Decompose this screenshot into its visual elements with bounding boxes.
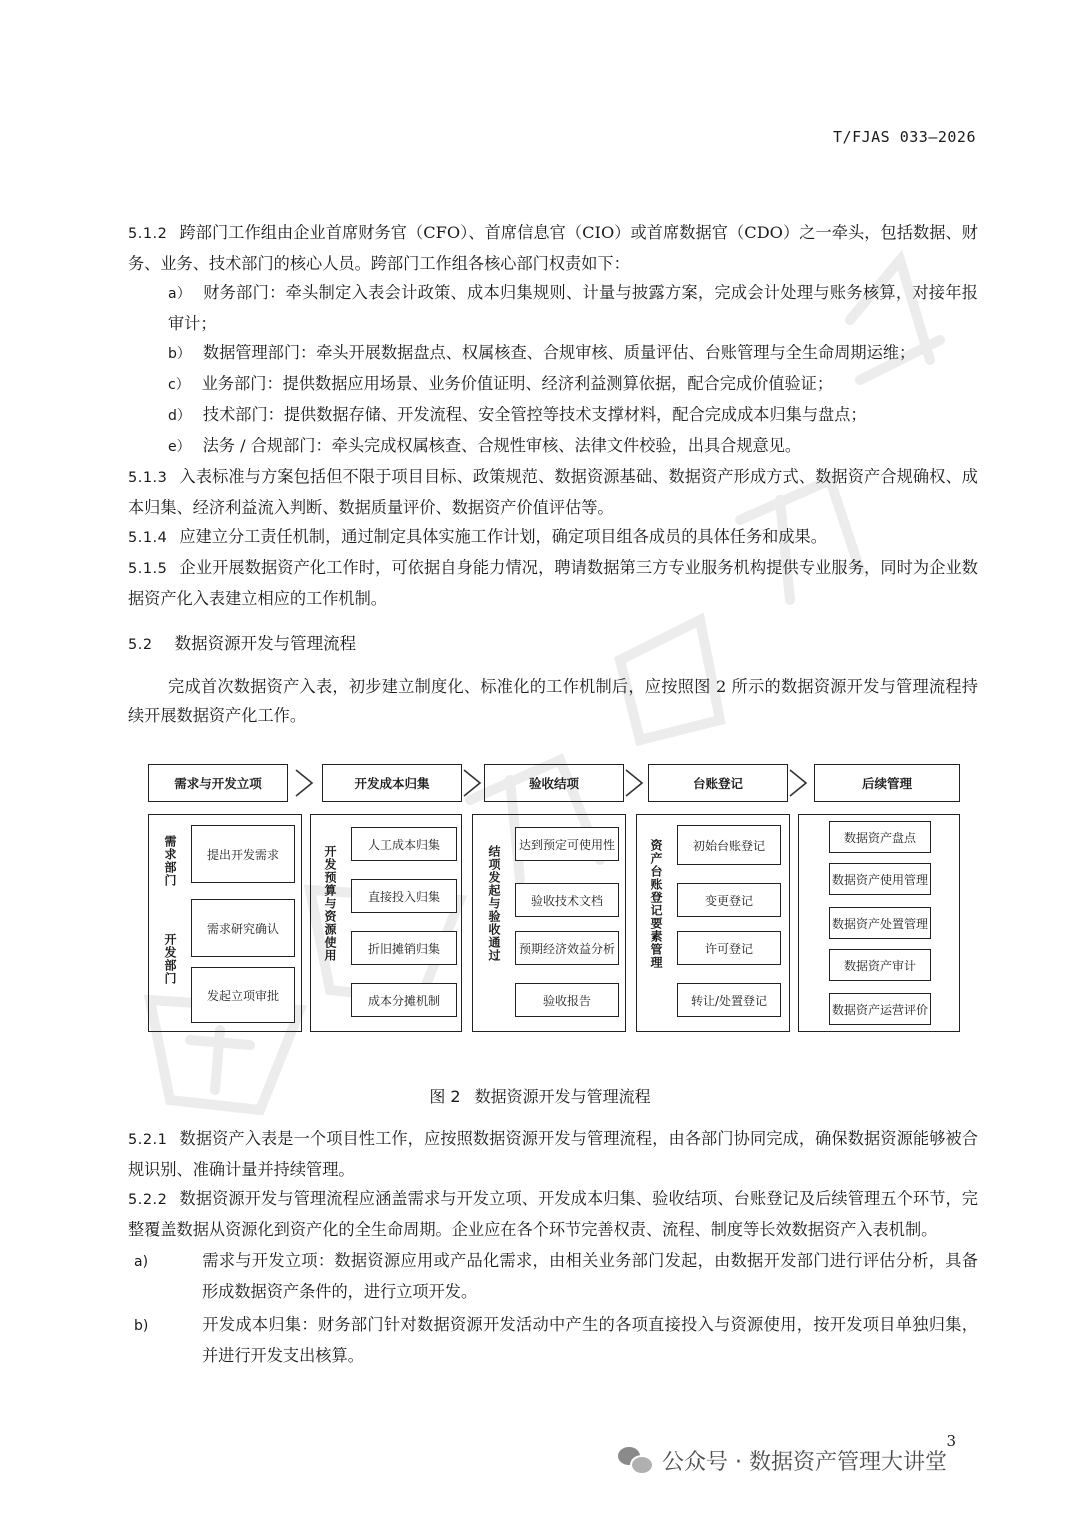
stage-column-follow-up <box>798 814 960 1032</box>
process-box: 数据资产使用管理 <box>829 863 931 895</box>
stage-column-acceptance <box>472 814 626 1032</box>
stage-header: 开发成本归集 <box>322 764 462 802</box>
paragraph-5-1-5 <box>128 553 978 613</box>
process-box: 需求研究确认 <box>191 899 295 957</box>
clause-number: 5.1.2 <box>128 226 168 242</box>
chevron-right-icon <box>462 768 484 798</box>
clause-text: 数据资产入表是一个项目性工作，应按照数据资源开发与管理流程，由各部门协同完成，确保数据资源能够被合规识别、准确计量并持续管理。 <box>128 1129 978 1179</box>
stage-header: 验收结项 <box>484 764 624 802</box>
clause-number: 5.1.4 <box>128 530 168 546</box>
list-text: 业务部门：提供数据应用场景、业务价值证明、经济利益测算依据，配合完成价值验证； <box>201 374 834 393</box>
process-box: 数据资产运营评价 <box>829 993 931 1025</box>
list-text: 法务 / 合规部门：牵头完成权属核查、合规性审核、法律文件校验，出具合规意见。 <box>202 436 802 455</box>
clause-text: 应建立分工责任机制，通过制定具体实施工作计划，确定项目组各成员的具体任务和成果。 <box>179 527 827 546</box>
process-box: 数据资产盘点 <box>829 821 931 853</box>
process-box: 折旧摊销归集 <box>351 931 457 965</box>
clause-number: 5.1.5 <box>128 561 168 577</box>
wechat-account-banner <box>618 1440 1058 1480</box>
list-item <box>134 1246 978 1306</box>
figure-caption <box>0 1084 1080 1107</box>
clause-text: 跨部门工作组由企业首席财务官（CFO）、首席信息官（CIO）或首席数据官（CDO）之一牵头，包括数据、财务、业务、技术部门的核心人员。跨部门工作组各核心部门权责如下： <box>128 223 978 273</box>
column-label: 资产台账登记要素管理 <box>649 839 663 969</box>
process-box: 发起立项审批 <box>191 967 295 1023</box>
stage-column-ledger <box>636 814 790 1032</box>
clause-text: 企业开展数据资产化工作时，可依据自身能力情况，聘请数据第三方专业服务机构提供专业服务，同时为企业数据资产化入表建立相应的工作机制。 <box>128 558 978 608</box>
process-box: 提出开发需求 <box>191 825 295 883</box>
list-item <box>168 400 978 431</box>
paragraph-5-2-1 <box>128 1124 978 1184</box>
list-text: 财务部门：牵头制定入表会计政策、成本归集规则、计量与披露方案，完成会计处理与账务核算，对接年报审计； <box>168 283 978 333</box>
process-box: 验收报告 <box>515 983 619 1017</box>
process-box: 数据资产处置管理 <box>829 907 931 939</box>
stage-column-requirements <box>148 814 302 1032</box>
list-text: 需求与开发立项：数据资源应用或产品化需求，由相关业务部门发起，由数据开发部门进行评估分析，具备形成数据资产条件的，进行立项开发。 <box>202 1251 978 1301</box>
process-box: 初始台账登记 <box>677 825 781 865</box>
process-box: 人工成本归集 <box>351 827 457 861</box>
clause-number: 5.2.1 <box>128 1132 168 1148</box>
column-label: 开发部门 <box>163 933 177 985</box>
column-label: 需求部门 <box>163 835 177 887</box>
section-title: 数据资源开发与管理流程 <box>174 634 357 653</box>
process-box: 成本分摊机制 <box>351 983 457 1017</box>
section-intro: 完成首次数据资产入表，初步建立制度化、标准化的工作机制后，应按照图 2 所示的数据资源开发与管理流程持续开展数据资产化工作。 <box>128 677 978 725</box>
stage-header: 需求与开发立项 <box>148 764 288 802</box>
list-item <box>168 338 978 369</box>
standard-code: T/FJAS 033—2026 <box>833 128 976 146</box>
process-box: 预期经济效益分析 <box>515 931 619 965</box>
paragraph-5-1-4 <box>128 522 978 553</box>
process-box: 许可登记 <box>677 931 781 965</box>
process-box: 达到预定可使用性 <box>515 827 619 861</box>
paragraph-5-1-2 <box>128 218 978 278</box>
process-flow-diagram <box>148 764 960 1034</box>
clause-text: 数据资源开发与管理流程应涵盖需求与开发立项、开发成本归集、验收结项、台账登记及后续管理五个环节，完整覆盖数据从资源化到资产化的全生命周期。企业应在各个环节完善权责、流程、制度等长效数据资产入表机制。 <box>128 1189 978 1239</box>
process-box: 转让/处置登记 <box>677 983 781 1017</box>
list-marker: b） <box>168 346 191 362</box>
section-heading-5-2 <box>128 630 356 654</box>
list-text: 数据管理部门：牵头开展数据盘点、权属核查、合规审核、质量评估、台账管理与全生命周期运维； <box>202 343 916 362</box>
chevron-right-icon <box>788 768 810 798</box>
section-number: 5.2 <box>128 637 153 653</box>
process-box: 直接投入归集 <box>351 879 457 913</box>
list-text: 开发成本归集：财务部门针对数据资源开发活动中产生的各项直接投入与资源使用，按开发项目单独归集，并进行开发支出核算。 <box>202 1315 978 1365</box>
list-marker: d） <box>168 408 191 424</box>
account-name: 公众号 · 数据资产管理大讲堂 <box>662 1449 947 1475</box>
list-item <box>168 431 978 462</box>
column-label: 结项发起与验收通过 <box>487 845 501 962</box>
list-item <box>168 278 978 338</box>
list-item <box>134 1310 978 1370</box>
paragraph-5-2-2 <box>128 1184 978 1244</box>
clause-text: 入表标准与方案包括但不限于项目目标、政策规范、数据资源基础、数据资产形成方式、数据资产合规确权、成本归集、经济利益流入判断、数据质量评价、数据资产价值评估等。 <box>128 467 978 517</box>
section-5-2-body <box>128 1124 978 1370</box>
chevron-right-icon <box>624 768 646 798</box>
stage-column-cost <box>310 814 462 1032</box>
list-marker: e） <box>168 439 191 455</box>
chevron-right-icon <box>294 768 316 798</box>
process-box: 数据资产审计 <box>829 949 931 981</box>
column-label: 开发预算与资源使用 <box>323 845 337 962</box>
list-item <box>168 369 978 400</box>
page-number: 3 <box>946 1432 956 1450</box>
list-marker: c） <box>168 377 190 393</box>
process-box: 验收技术文档 <box>515 883 619 917</box>
clause-number: 5.2.2 <box>128 1192 168 1208</box>
section-5-1 <box>128 218 978 613</box>
stage-header: 台账登记 <box>648 764 788 802</box>
list-marker: b) <box>134 1318 149 1334</box>
list-marker: a) <box>134 1254 149 1270</box>
paragraph-5-1-3 <box>128 462 978 522</box>
wechat-icon <box>618 1445 652 1475</box>
figure-title: 数据资源开发与管理流程 <box>474 1087 651 1106</box>
figure-number: 图 2 <box>429 1087 461 1106</box>
stage-header: 后续管理 <box>814 764 960 802</box>
process-box: 变更登记 <box>677 883 781 917</box>
list-marker: a） <box>168 286 192 302</box>
list-text: 技术部门：提供数据存储、开发流程、安全管控等技术支撑材料，配合完成成本归集与盘点； <box>202 405 867 424</box>
clause-number: 5.1.3 <box>128 470 168 486</box>
